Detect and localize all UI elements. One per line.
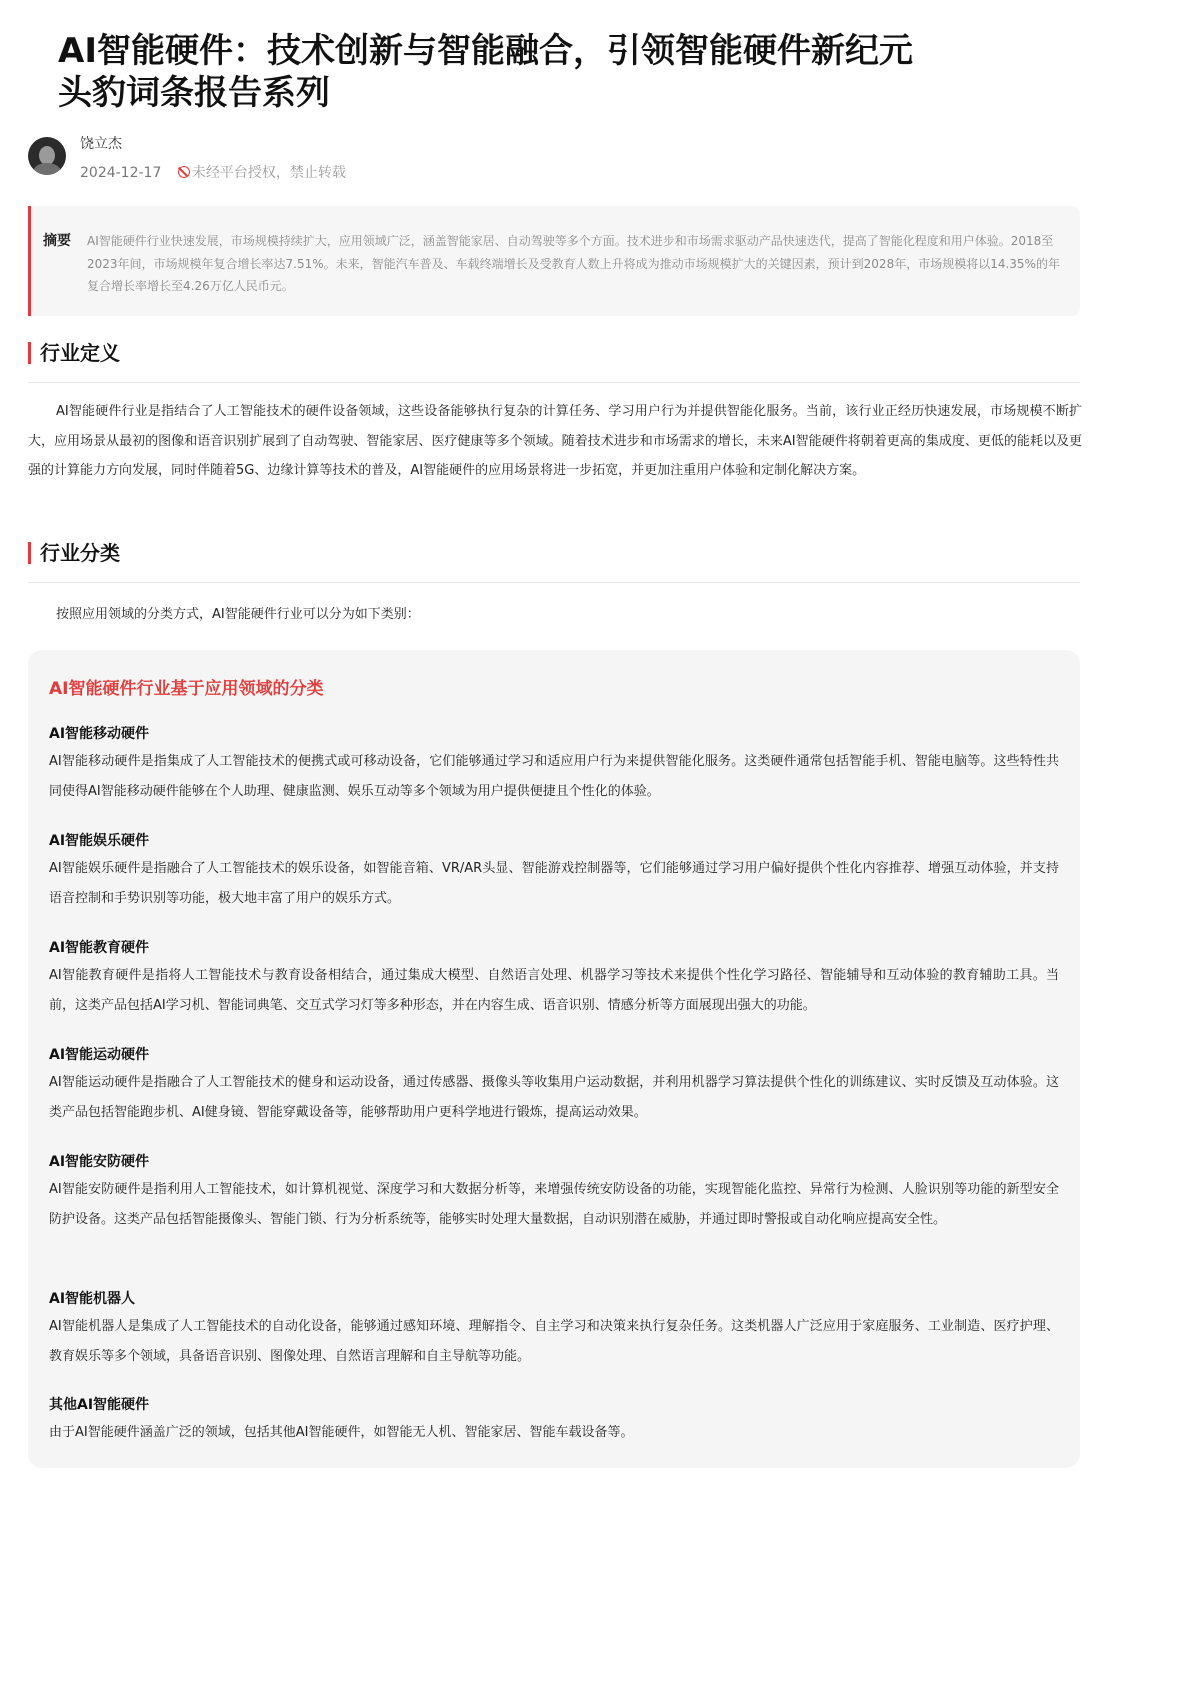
definition-paragraph: AI智能硬件行业是指结合了人工智能技术的硬件设备领域，这些设备能够执行复杂的计算任务、学习用户行为并提供智能化服务。当前，该行业正经历快速发展，市场规模不断扩大，应用场景从最初的图像和语音识别扩展到了自动驾驶、智能家居、医疗健康等多个领域。随着技术进步和市场需求的增长，未来AI智能硬件将朝着更高的集成度、更低的能耗以及更强的计算能力方向发展，同时伴随着5G、边缘计算等技术的普及，AI智能硬件的应用场景将进一步拓宽，并更加注重用户体验和定制化解决方案。: [28, 404, 1082, 478]
publish-meta: [80, 162, 346, 182]
article-title-line-2: 头豹词条报告系列: [58, 73, 330, 113]
category-item: [49, 937, 1059, 1020]
article-title: [58, 30, 1058, 114]
abstract-label: 摘要: [43, 233, 71, 249]
section-accent-bar: [28, 542, 31, 564]
copyright-notice: [178, 165, 346, 181]
section-divider: [28, 382, 1080, 383]
category-item: [49, 1288, 1059, 1371]
category-name: AI智能娱乐硬件: [49, 833, 150, 849]
ban-icon: [178, 166, 190, 178]
section-accent-bar: [28, 342, 31, 364]
category-item: [49, 1151, 1059, 1234]
category-card-title: AI智能硬件行业基于应用领域的分类: [49, 679, 324, 699]
category-description: AI智能移动硬件是指集成了人工智能技术的便携式或可移动设备，它们能够通过学习和适应用户行为来提供智能化服务。这类硬件通常包括智能手机、智能电脑等。这些特性共同使得AI智能移动硬件能够在个人助理、健康监测、娱乐互动等多个领域为用户提供便捷且个性化的体验。: [49, 754, 1059, 799]
article-title-line-1: AI智能硬件：技术创新与智能融合，引领智能硬件新纪元: [58, 31, 913, 71]
category-name: AI智能教育硬件: [49, 940, 150, 956]
section-heading-definition: [28, 340, 1080, 366]
category-description: AI智能娱乐硬件是指融合了人工智能技术的娱乐设备，如智能音箱、VR/AR头显、智能游戏控制器等，它们能够通过学习用户偏好提供个性化内容推荐、增强互动体验，并支持语音控制和手势识别等功能，极大地丰富了用户的娱乐方式。: [49, 861, 1059, 906]
copyright-notice-text: 未经平台授权，禁止转载: [191, 165, 346, 181]
category-name: AI智能移动硬件: [49, 726, 150, 742]
category-name: AI智能机器人: [49, 1291, 136, 1307]
section-heading-classification: [28, 540, 1080, 566]
category-item: [49, 1044, 1059, 1127]
category-description: AI智能教育硬件是指将人工智能技术与教育设备相结合，通过集成大模型、自然语言处理、机器学习等技术来提供个性化学习路径、智能辅导和互动体验的教育辅助工具。当前，这类产品包括AI学习机、智能词典笔、交互式学习灯等多种形态，并在内容生成、语音识别、情感分析等方面展现出强大的功能。: [49, 968, 1059, 1013]
category-description: AI智能安防硬件是指利用人工智能技术，如计算机视觉、深度学习和大数据分析等，来增强传统安防设备的功能，实现智能化监控、异常行为检测、人脸识别等功能的新型安全防护设备。这类产品包括智能摄像头、智能门锁、行为分析系统等，能够实时处理大量数据，自动识别潜在威胁，并通过即时警报或自动化响应提高安全性。: [49, 1182, 1059, 1227]
category-name: 其他AI智能硬件: [49, 1397, 150, 1413]
author-avatar[interactable]: [28, 137, 66, 175]
category-name: AI智能运动硬件: [49, 1047, 150, 1063]
category-description: AI智能机器人是集成了人工智能技术的自动化设备，能够通过感知环境、理解指令、自主学习和决策来执行复杂任务。这类机器人广泛应用于家庭服务、工业制造、医疗护理、教育娱乐等多个领域，具备语音识别、图像处理、自然语言理解和自主导航等功能。: [49, 1319, 1059, 1364]
section-heading-label: 行业定义: [40, 341, 120, 365]
category-name: AI智能安防硬件: [49, 1154, 150, 1170]
abstract-text: AI智能硬件行业快速发展，市场规模持续扩大，应用领域广泛，涵盖智能家居、自动驾驶等多个方面。技术进步和市场需求驱动产品快速迭代，提高了智能化程度和用户体验。2018至2023年间，市场规模年复合增长率达7.51%。未来，智能汽车普及、车载终端增长及受教育人数上升将成为推动市场规模扩大的关键因素，预计到2028年，市场规模将以14.35%的年复合增长率增长至4.26万亿人民币元。: [87, 234, 1060, 293]
section-divider: [28, 582, 1080, 583]
author-name[interactable]: 饶立杰: [80, 136, 122, 152]
category-description: 由于AI智能硬件涵盖广泛的领域，包括其他AI智能硬件，如智能无人机、智能家居、智能车载设备等。: [49, 1425, 634, 1440]
category-card: [28, 650, 1080, 1468]
abstract-box: [28, 206, 1080, 316]
category-item: [49, 830, 1059, 913]
category-item: [49, 1394, 1059, 1448]
section-heading-label: 行业分类: [40, 541, 120, 565]
publish-date: 2024-12-17: [80, 165, 162, 181]
classification-intro: 按照应用领域的分类方式，AI智能硬件行业可以分为如下类别：: [56, 607, 420, 622]
category-description: AI智能运动硬件是指融合了人工智能技术的健身和运动设备，通过传感器、摄像头等收集用户运动数据，并利用机器学习算法提供个性化的训练建议、实时反馈及互动体验。这类产品包括智能跑步机、AI健身镜、智能穿戴设备等，能够帮助用户更科学地进行锻炼，提高运动效果。: [49, 1075, 1059, 1120]
category-item: [49, 723, 1059, 806]
